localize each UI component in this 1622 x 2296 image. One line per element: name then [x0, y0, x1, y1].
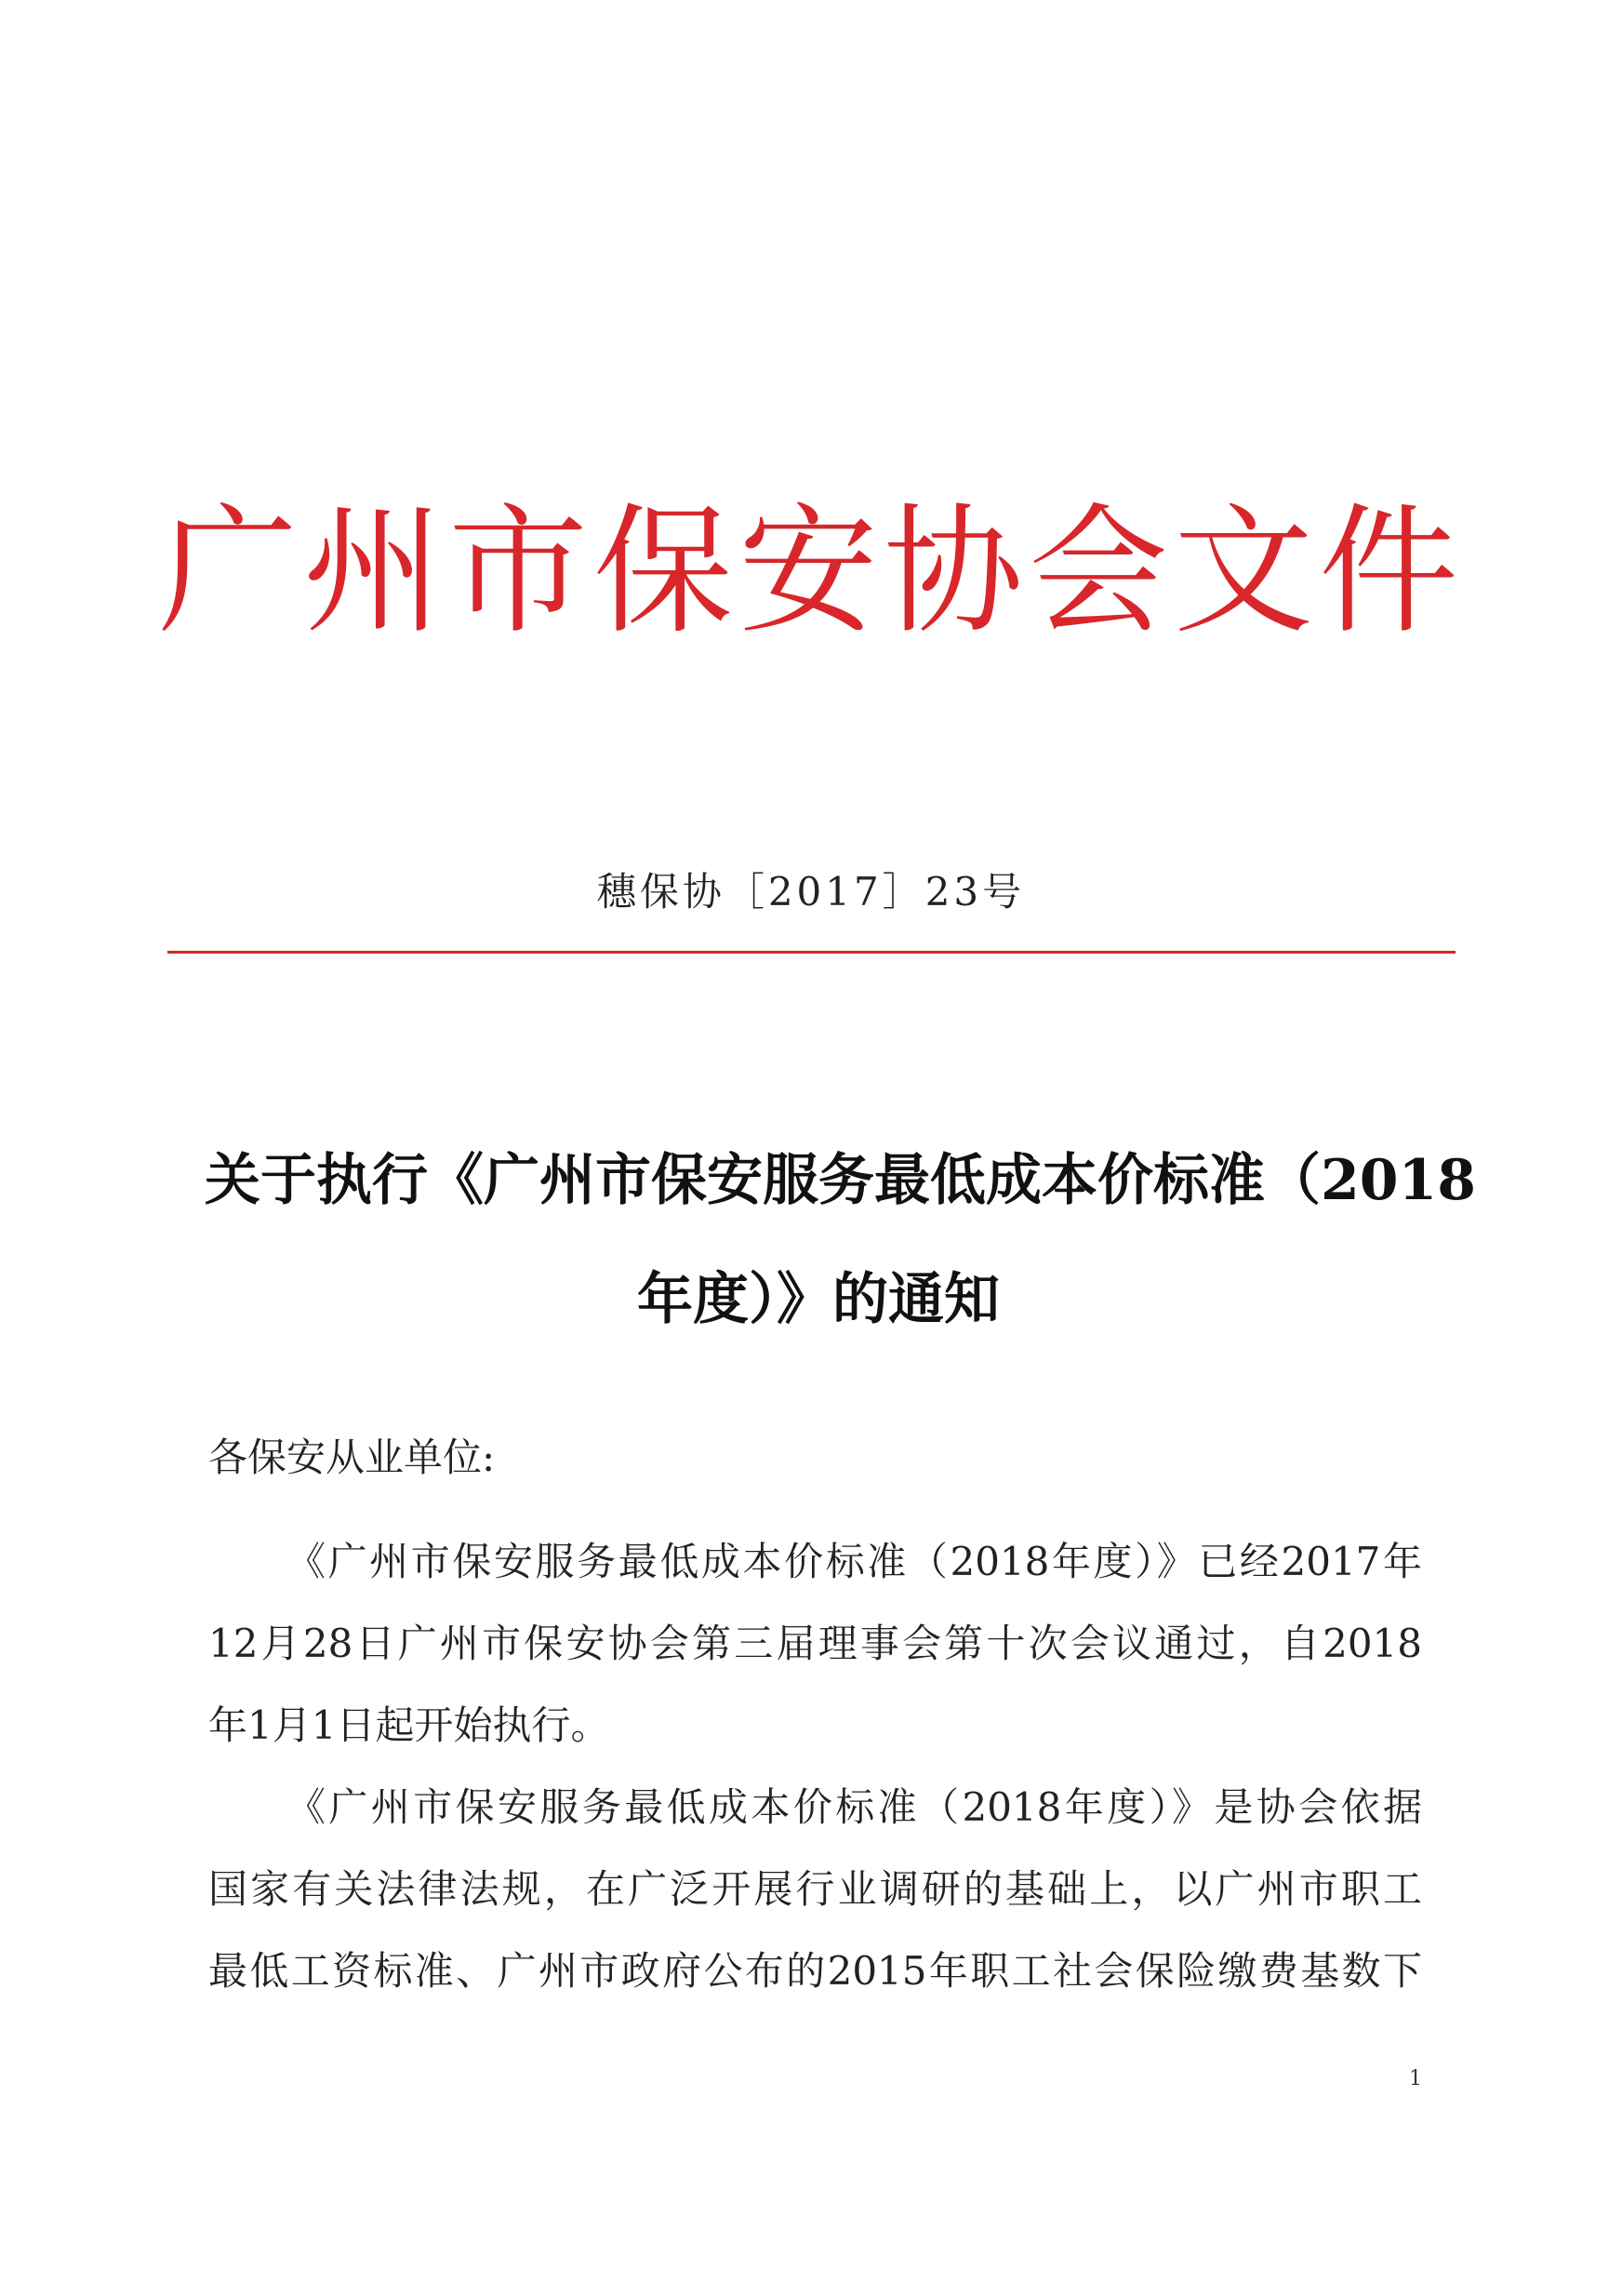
org-header-title: 广州市保安协会文件 [157, 491, 1464, 653]
paragraph-1-line-3: 年1月1日起开始执行。 [208, 1702, 610, 1748]
notice-title-line-2: 年度）》的通知 [637, 1267, 1000, 1332]
page-number: 1 [1409, 2067, 1422, 2090]
salutation: 各保安从业单位: [208, 1435, 496, 1480]
paragraph-1-line-1: 《广州市保安服务最低成本价标准（2018年度）》已经2017年 [286, 1539, 1422, 1584]
paragraph-2-line-2: 国家有关法律法规，在广泛开展行业调研的基础上，以广州市职工 [208, 1866, 1422, 1912]
document-number: 穗保协［2017］23号 [596, 869, 1026, 914]
paragraph-2-line-1: 《广州市保安服务最低成本价标准（2018年度）》是协会依据 [286, 1784, 1422, 1830]
notice-title-line-1: 关于执行《广州市保安服务最低成本价标准（2018 [205, 1148, 1476, 1213]
paragraph-1-line-2: 12月28日广州市保安协会第三届理事会第十次会议通过，自2018 [208, 1621, 1422, 1666]
notice-body [208, 1521, 1422, 2012]
header-divider [167, 951, 1456, 954]
notice-title [205, 1121, 1476, 1359]
paragraph-2-line-3: 最低工资标准、广州市政府公布的2015年职工社会保险缴费基数下 [208, 1948, 1422, 1994]
